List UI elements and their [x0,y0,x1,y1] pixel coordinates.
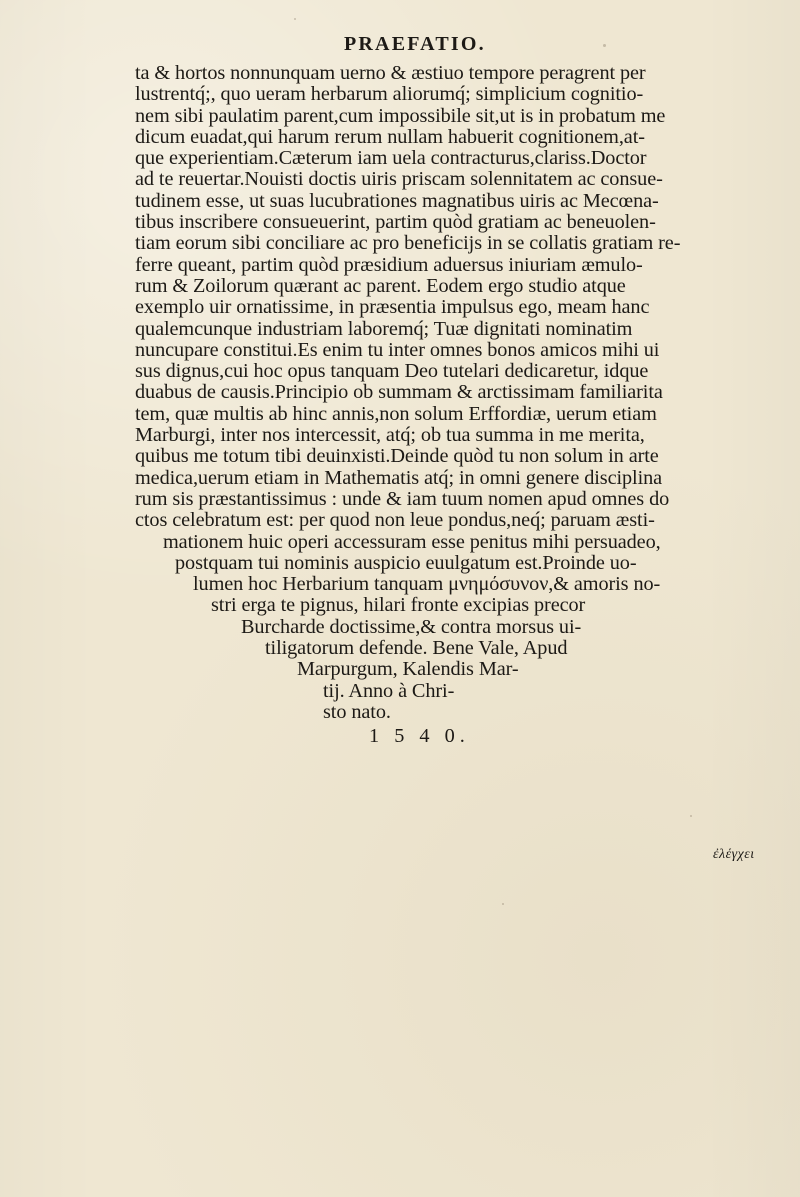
text-line: Burcharde doctissime,& contra morsus ui- [241,615,582,638]
text-line: tiligatorum defende. Bene Vale, Apud [265,637,568,660]
publication-year: 1 5 4 0. [369,725,470,748]
text-line: duabus de causis.Principio ob summam & arctissimam familiarita [135,381,663,404]
text-line: ctos celebratum est: per quod non leue pondus,neq́; paruam æsti- [135,509,655,532]
text-line: que experientiam.Cæterum iam uela contracturus,clariss.Doctor [135,147,647,170]
text-line: qualemcunque industriam laboremq́; Tuæ dignitati nominatim [135,317,633,340]
paper-speck [502,903,504,905]
text-line: lumen hoc Herbarium tanquam μνημόσυνον,& amoris no- [193,573,661,596]
text-line: nuncupare constitui.Es enim tu inter omnes bonos amicos mihi ui [135,338,660,361]
text-line: medica,uerum etiam in Mathematis atq́; in omni genere disciplina [135,466,663,489]
text-line: tudinem esse, ut suas lucubrationes magnatibus uiris ac Mecœna- [135,189,659,212]
text-line: tem, quæ multis ab hinc annis,non solum Erffordiæ, uerum etiam [135,402,657,425]
text-line: ad te reuertar.Nouisti doctis uiris priscam solennitatem ac consue- [135,168,663,191]
text-line: stri erga te pignus, hilari fronte excipias precor [211,594,586,617]
text-line: ta & hortos nonnunquam uerno & æstiuo tempore peragrent per [135,62,646,84]
text-line: tibus inscribere consueuerint, partim quòd gratiam ac beneuolen- [135,211,656,234]
catchword: ἐλέγχει [713,847,755,862]
paper-speck [690,815,692,817]
text-line: quibus me totum tibi deuinxisti.Deinde quòd tu non solum in arte [135,445,659,468]
paper-speck [294,18,296,20]
text-line: sus dignus,cui hoc opus tanquam Deo tutelari dedicaretur, idque [135,360,649,383]
text-line: postquam tui nominis auspicio euulgatum est.Proinde uo- [175,551,637,574]
text-line: lustrentq́;, quo ueram herbarum aliorumq́; simplicium cognitio- [135,83,644,106]
text-line: sto nato. [323,700,391,723]
text-line: tij. Anno à Chri- [323,679,455,702]
paper-speck [603,44,606,47]
text-line: exemplo uir ornatissime, in præsentia impulsus ego, meam hanc [135,296,650,319]
text-line: nem sibi paulatim parent,cum impossibile sit,ut is in probatum me [135,104,666,127]
text-line: mationem huic operi accessuram esse penitus mihi persuadeo, [163,530,661,553]
text-line: rum & Zoilorum quærant ac parent. Eodem ergo studio atque [135,274,626,297]
text-line: ferre queant, partim quòd præsidium aduersus iniuriam æmulo- [135,253,643,276]
text-line: rum sis præstantissimus : unde & iam tuum nomen apud omnes do [135,487,670,510]
text-line: tiam eorum sibi conciliare ac pro beneficijs in se collatis gratiam re- [135,232,681,255]
text-line: Marburgi, inter nos intercessit, atq́; ob tua summa in me merita, [135,424,645,447]
running-head: PRAEFATIO. [344,33,486,55]
preface-text-block [135,63,755,748]
text-line: Marpurgum, Kalendis Mar- [297,658,519,681]
text-line: dicum euadat,qui harum rerum nullam habuerit cognitionem,at- [135,125,645,148]
